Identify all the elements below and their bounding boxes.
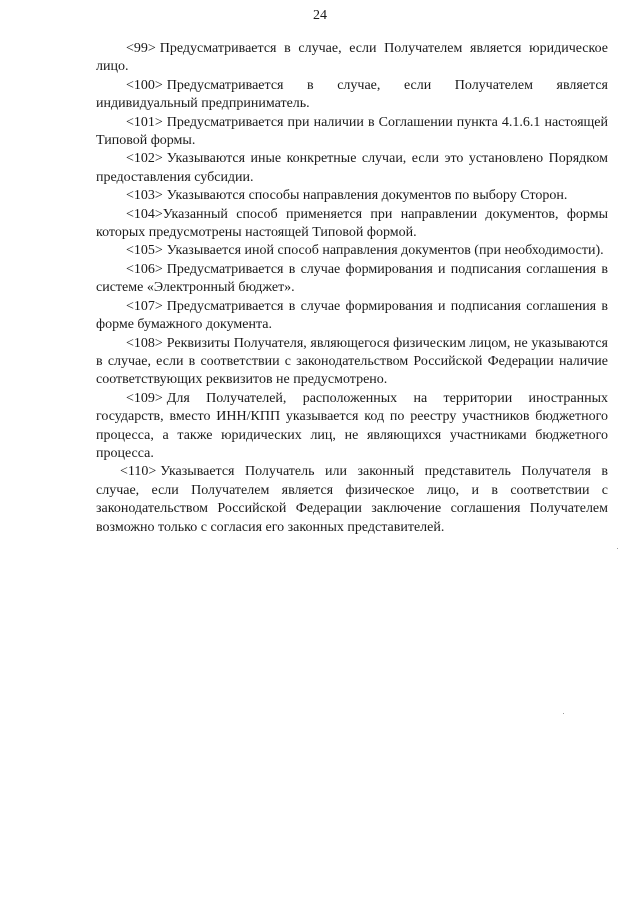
footnote-101 (96, 114, 608, 151)
footnote-text: Предусматривается в случае, если Получателем является юридическое лицо. (96, 41, 608, 75)
footnote-110 (96, 463, 608, 537)
footnote-ref: <101> (126, 114, 163, 130)
footnotes-block (96, 40, 608, 537)
footnote-text: Предусматривается при наличии в Соглашении пункта 4.1.6.1 настоящей Типовой формы. (96, 114, 608, 149)
footnote-text: Указывается иной способ направления документов (при необходимости). (166, 243, 604, 259)
footnote-ref: <108> (126, 335, 163, 351)
footnote-text: Указывается Получатель или законный представитель Получателя в случае, если Получателем является физическое лицо, и в соответствии с законодательством Российской Федерации заключение соглашения Получателем возможно только с согласия его законных представителей. (96, 464, 608, 535)
footnote-text: Реквизиты Получателя, являющегося физическим лицом, не указываются в случае, если в соответствии с законодательством Российской Федерации наличие соответствующих реквизитов не предусмотрено. (96, 335, 608, 388)
footnote-text: Предусматривается в случае формирования и подписания соглашения в форме бумажного документа. (96, 298, 608, 333)
footnote-ref: <109> (126, 390, 163, 406)
footnote-ref: <107> (126, 298, 163, 314)
footnote-text: Предусматривается в случае, если Получателем является индивидуальный предприниматель. (96, 77, 608, 112)
scan-speck (617, 548, 618, 549)
footnote-text: Предусматривается в случае формирования и подписания соглашения в системе «Электронный бюджет». (96, 261, 608, 296)
footnote-109 (96, 390, 608, 464)
footnote-ref: <100> (126, 77, 163, 93)
footnote-ref: <102> (126, 151, 163, 167)
footnote-100 (96, 77, 608, 114)
footnote-ref: <103> (126, 188, 163, 204)
footnote-ref: <104> (126, 206, 163, 222)
footnote-107 (96, 298, 608, 335)
footnote-105 (96, 242, 608, 260)
footnote-text: Указываются иные конкретные случаи, если это установлено Порядком предоставления субсидии. (96, 151, 608, 185)
footnote-text: Указываются способы направления документов по выбору Сторон. (166, 188, 568, 204)
page-number: 24 (313, 8, 327, 23)
footnote-103 (96, 187, 608, 205)
footnote-text: Для Получателей, расположенных на территории иностранных государств, вместо ИНН/КПП указывается код по реестру участников бюджетного процесса, а также юридических лиц, не являющихся участниками бюджетного процесса. (96, 390, 608, 461)
footnote-104 (96, 206, 608, 243)
footnote-text: Указанный способ применяется при направлении документов, формы которых предусмотрены настоящей Типовой формой. (96, 206, 608, 241)
footnote-102 (96, 150, 608, 187)
footnote-108 (96, 335, 608, 390)
footnote-ref: <99> (126, 41, 156, 56)
footnote-ref: <110> (120, 464, 157, 480)
scan-speck (563, 713, 564, 714)
footnote-ref: <106> (126, 261, 163, 277)
footnote-106 (96, 261, 608, 298)
footnote-99 (96, 40, 608, 77)
footnote-ref: <105> (126, 243, 163, 259)
